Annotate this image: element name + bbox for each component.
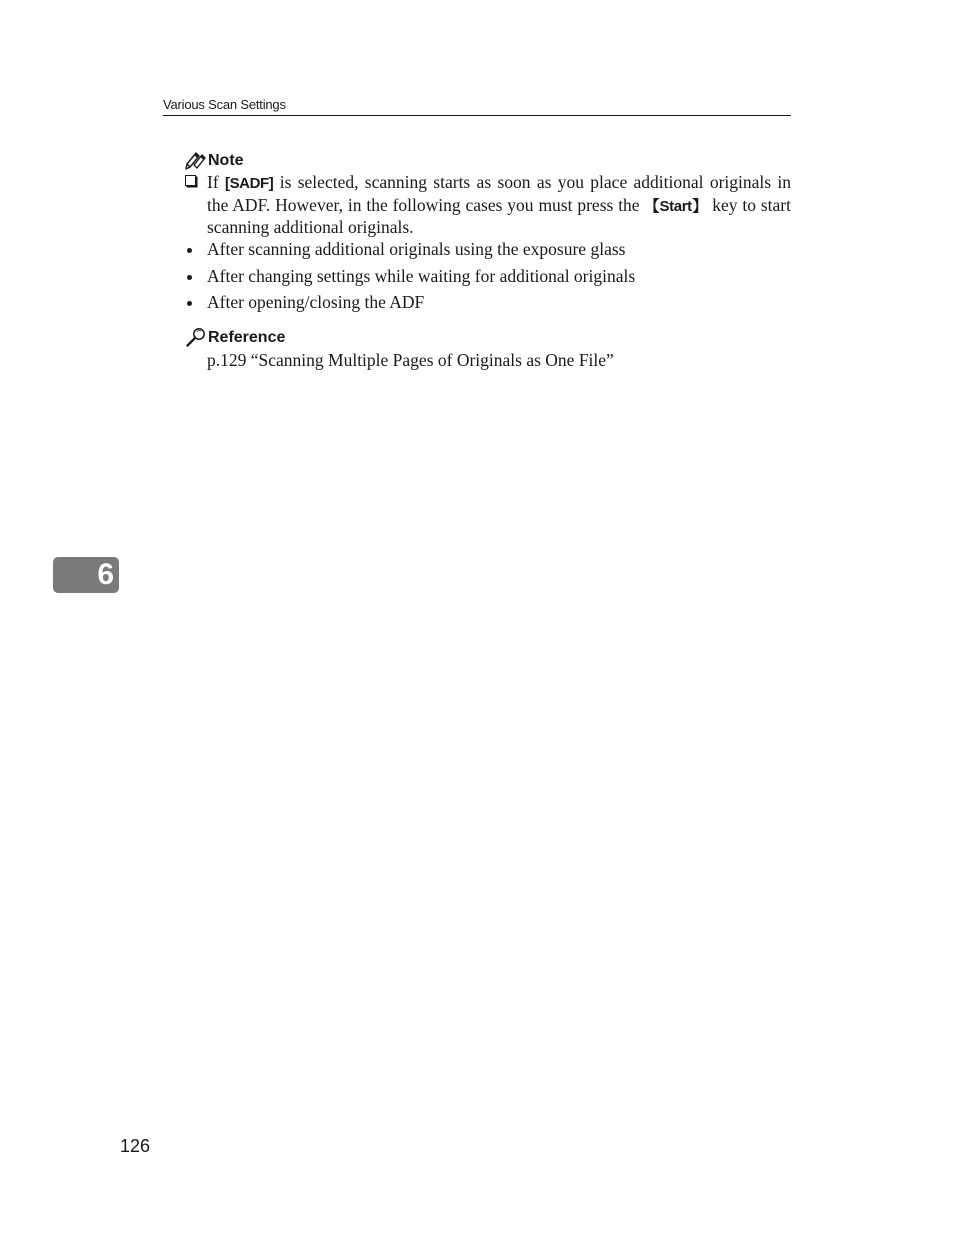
- bullet-dot-icon: [187, 248, 192, 253]
- note-checkbox-item: [185, 172, 791, 238]
- pencil-icon: [185, 150, 207, 170]
- note-heading-label: Note: [208, 152, 244, 169]
- chapter-number: 6: [97, 558, 114, 591]
- note-heading: [185, 148, 244, 170]
- note-bullet-list: [185, 239, 635, 319]
- reference-heading: [185, 325, 285, 347]
- checkbox-bullet-icon: [185, 175, 196, 186]
- chapter-tab: [53, 557, 119, 593]
- reference-heading-label: Reference: [208, 329, 286, 346]
- page-number: 126: [120, 1136, 151, 1156]
- list-item: After changing settings while waiting for additional originals: [185, 266, 635, 293]
- magnifier-icon: [185, 327, 207, 347]
- reference-link[interactable]: p.129 “Scanning Multiple Pages of Originals as One File”: [207, 350, 614, 370]
- bullet-dot-icon: [187, 275, 192, 280]
- start-key-label: 【Start】: [644, 197, 708, 215]
- list-item: After opening/closing the ADF: [185, 292, 635, 319]
- running-header-title: Various Scan Settings: [163, 97, 286, 112]
- sadf-key-label: [SADF]: [224, 175, 274, 192]
- list-item: After scanning additional originals using the exposure glass: [185, 239, 635, 266]
- note-item-text: If [SADF] is selected, scanning starts as soon as you place additional originals in the ADF. However, in the following cases you must press the 【Start】 key to start scanning additional originals.: [207, 172, 792, 237]
- running-header: [163, 96, 791, 116]
- bullet-dot-icon: [187, 301, 192, 306]
